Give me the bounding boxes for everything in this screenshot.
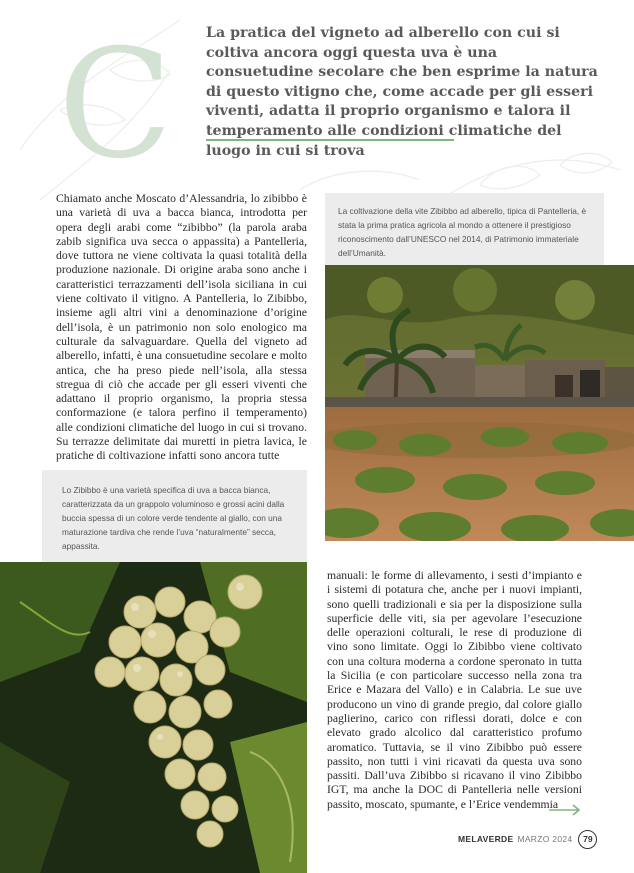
zibibbo-grape-photo: [0, 562, 307, 873]
page-number: 79: [578, 830, 597, 849]
pull-quote-underline: [206, 139, 454, 141]
issue-date: MARZO 2024: [517, 834, 573, 844]
dropcap-letter: C: [58, 18, 173, 192]
pantelleria-vineyard-photo: [325, 265, 634, 541]
caption-pantelleria-photo: La coltivazione della vite Zibibbo ad alberello, tipica di Pantelleria, è stata la prima pratica agricola al mondo a ottenere il prestigioso riconoscimento dall’UNESCO nel 2014, di Patrimonio immateriale dell’Umanità.: [325, 193, 604, 265]
magazine-name: MELAVERDE: [458, 834, 514, 844]
pull-quote: La pratica del vigneto ad alberello con cui si coltiva ancora oggi questa uva è una consuetudine secolare che ben esprime la natura di questo vitigno che, come accade per gli esseri viventi, adatta il proprio organismo e talora il temperamento alle condizioni climatiche del luogo in cui si trova: [206, 25, 598, 159]
arrow-right-icon: [548, 804, 582, 816]
body-text-left-column: Chiamato anche Moscato d’Alessandria, lo zibibbo è una varietà di uva a bacca bianca, introdotta per opera degli arabi come “zibibbo” (la parola araba zabib significa uva secca o appassita) a Pantelleria, dove tuttora ne viene coltivata la quasi totalità della produzione nazionale. Di origine araba sono anche i caratteristici terrazzamenti dell’isola siciliana in cui viene coltivato il vitigno. A Pantelleria, lo Zibibbo, insieme agli altri vini a denominazione d’origine dell’isola, è un patrimonio non solo enologico ma culturale da salvaguardare. Quella del vigneto ad alberello, infatti, è una consuetudine secolare e molto antica, che ha preso piede nell’isola, alla stessa stregua di ciò che accade per gli esseri viventi che adattano il proprio organismo, la propria stessa conformazione (e talora perfino il temperamento) alle condizioni climatiche del luogo in cui si trovano. Su terrazze delimitate dai muretti in pietra lavica, le pratiche di coltivazione infatti sono ancora tutte: [56, 192, 307, 463]
caption-zibibbo-grape: Lo Zibibbo è una varietà specifica di uva a bacca bianca, caratterizzata da un grappolo voluminoso e grossi acini dalla buccia spessa di un colore verde tendente al giallo, con una maturazione tardiva che rende l’uva “naturalmente” secca, appassita.: [42, 470, 307, 562]
body-text-right-column: manuali: le forme di allevamento, i sesti d’impianto e i sistemi di potatura che, anche per i nuovi impianti, sono quelli tradizionali e sia per la disposizione sulla superficie delle viti, sia per agevolare l’esecuzione delle operazioni colturali, le rese di produzione di vino sono limitate. Oggi lo Zibibbo viene coltivato con una coltura moderna a cordone speronato in tutta la Sicilia (e con particolare successo nella zona tra Erice e Mazara del Vallo) e in Calabria. Le sue uve producono un vino di grande pregio, dal colore giallo paglierino, carico con riflessi dorati, dolce e con elevato grado alcolico dal caratteristico profumo aromatico. Tuttavia, se il vino Zibibbo può essere passito, non tutti i vini ricavati da questa uva sono passiti. Dall’uva Zibibbo si ricavano il vino Zibibbo IGT, ma anche la DOC di Pantelleria nelle versioni passito, moscato, spumante, e l’Erice vendemmia: [327, 569, 582, 811]
page-footer: [458, 829, 597, 849]
